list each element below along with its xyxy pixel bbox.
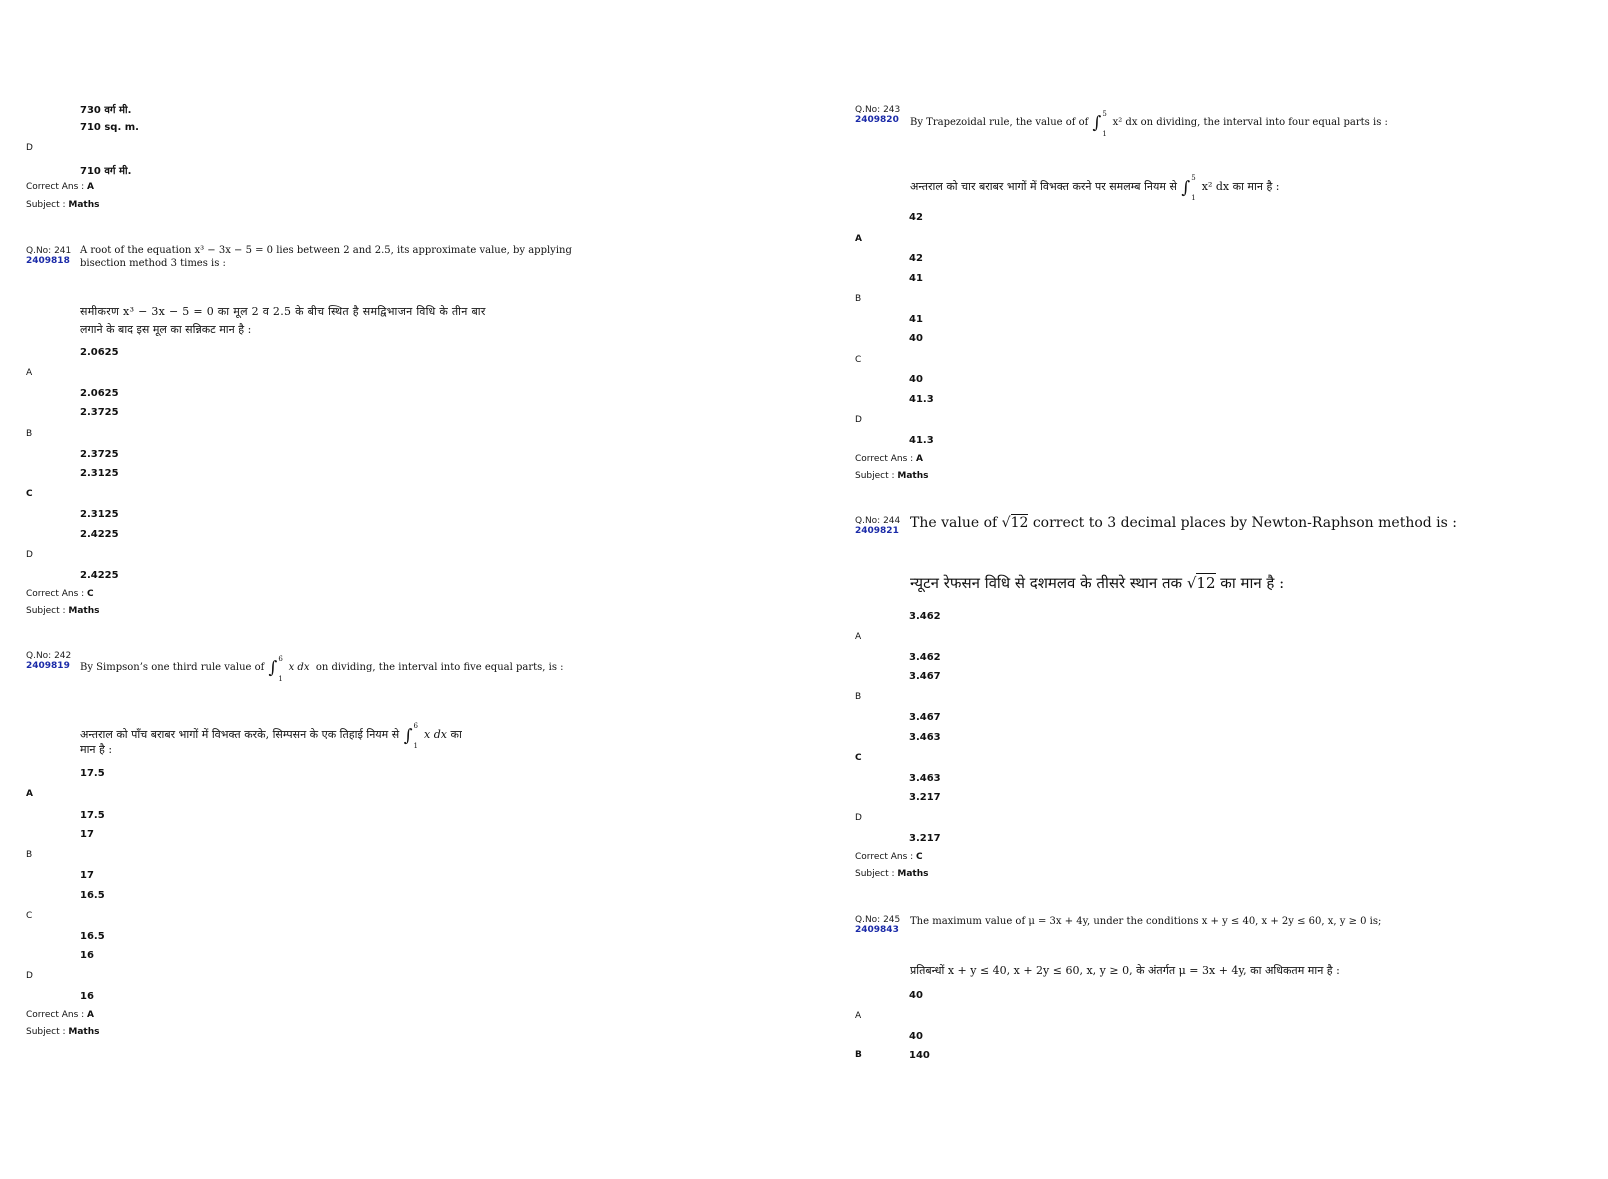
option-value: 3.217 — [909, 792, 941, 803]
option-value: 16 — [80, 950, 94, 961]
option-letter-correct: A — [26, 789, 33, 799]
option-value: 710 sq. m. — [80, 122, 139, 133]
option-value: 40 — [909, 990, 923, 1001]
option-value: 2.3125 — [80, 468, 119, 479]
question-id: 2409818 — [26, 256, 70, 266]
option-letter: B — [855, 294, 862, 304]
option-letter: B — [855, 692, 862, 702]
option-letter: C — [855, 355, 862, 365]
option-value: 3.463 — [909, 732, 941, 743]
integral-limits: 6 1 — [413, 722, 419, 750]
question-text-english: The value of √12 correct to 3 decimal places by Newton-Raphson method is : — [910, 515, 1458, 531]
correct-answer: Correct Ans : A — [26, 182, 94, 192]
sqrt-sign: √ — [1186, 574, 1197, 592]
question-number: Q.No: 244 — [855, 516, 901, 526]
question-id: 2409821 — [855, 526, 899, 536]
option-value: 16 — [80, 991, 94, 1002]
integral-sign: ∫ — [403, 726, 413, 746]
option-value: 730 वर्ग मी. — [80, 105, 132, 116]
option-value: 17 — [80, 829, 94, 840]
option-letter: B — [855, 1050, 862, 1060]
option-letter: D — [855, 415, 862, 425]
option-value: 3.467 — [909, 712, 941, 723]
integral-limits: 6 1 — [278, 654, 283, 683]
option-value: 2.0625 — [80, 347, 119, 358]
option-value: 16.5 — [80, 931, 105, 942]
option-value: 41.3 — [909, 435, 934, 446]
option-value: 42 — [909, 253, 923, 264]
option-value: 41.3 — [909, 394, 934, 405]
question-text-hindi: न्यूटन रेफसन विधि से दशमलव के तीसरे स्थान तक √12 का मान है : — [910, 574, 1285, 592]
option-value: 3.463 — [909, 773, 941, 784]
option-letter-correct: C — [855, 753, 862, 763]
question-text-english-line2: bisection method 3 times is : — [80, 258, 226, 269]
question-text-hindi: प्रतिबन्धों x + y ≤ 40, x + 2y ≤ 60, x, y ≥ 0, के अंतर्गत μ = 3x + 4y, का अधिकतम मान है : — [910, 964, 1340, 977]
option-letter: B — [26, 429, 33, 439]
option-value: 140 — [909, 1050, 930, 1061]
subject: Subject : Maths — [26, 606, 100, 616]
integral-limits: 5 1 — [1102, 109, 1107, 138]
option-letter: A — [26, 368, 33, 378]
question-text-hindi-line2: मान है : — [80, 743, 113, 756]
option-value: 40 — [909, 374, 923, 385]
option-value: 41 — [909, 314, 923, 325]
option-letter: D — [855, 813, 862, 823]
option-value: 710 वर्ग मी. — [80, 166, 132, 177]
option-value: 2.3725 — [80, 449, 119, 460]
option-letter: D — [26, 971, 33, 981]
option-value: 40 — [909, 333, 923, 344]
question-text-english: The maximum value of μ = 3x + 4y, under the conditions x + y ≤ 40, x + 2y ≤ 60, x, y ≥ 0 is; — [910, 916, 1382, 927]
option-value: 17.5 — [80, 810, 105, 821]
question-number: Q.No: 243 — [855, 105, 901, 115]
option-value: 2.3725 — [80, 407, 119, 418]
option-letter: D — [26, 143, 33, 153]
option-letter-correct: A — [855, 234, 862, 244]
option-value: 3.467 — [909, 671, 941, 682]
integral-limits: 5 1 — [1191, 174, 1196, 202]
integral-sign: ∫ — [1092, 113, 1102, 133]
option-value: 2.3125 — [80, 509, 119, 520]
correct-answer: Correct Ans : A — [855, 454, 923, 464]
question-id: 2409820 — [855, 115, 899, 125]
subject: Subject : Maths — [26, 200, 100, 210]
question-number: Q.No: 241 — [26, 246, 72, 256]
option-value: 17 — [80, 870, 94, 881]
question-text-english: A root of the equation x³ − 3x − 5 = 0 lies between 2 and 2.5, its approximate value, by applying — [80, 245, 572, 256]
option-letter: C — [26, 911, 33, 921]
question-number: Q.No: 245 — [855, 915, 901, 925]
option-letter: B — [26, 850, 33, 860]
question-text-hindi: समीकरण x³ − 3x − 5 = 0 का मूल 2 व 2.5 के बीच स्थित है समद्विभाजन विधि के तीन बार — [80, 305, 486, 318]
integral-sign: ∫ — [268, 658, 278, 678]
subject: Subject : Maths — [855, 471, 929, 481]
option-letter: D — [26, 550, 33, 560]
correct-answer: Correct Ans : C — [855, 852, 923, 862]
question-text-hindi-line2: लगाने के बाद इस मूल का सन्निकट मान है : — [80, 323, 252, 336]
option-value: 3.217 — [909, 833, 941, 844]
question-text-english: By Trapezoidal rule, the value of of ∫ 5 1 x² dx on dividing, the interval into four equal parts is : — [910, 109, 1388, 138]
option-value: 2.4225 — [80, 529, 119, 540]
question-text-hindi: अन्तराल को पाँच बराबर भागों में विभक्त करके, सिम्पसन के एक तिहाई नियम से ∫ 6 1 x dx का — [80, 722, 462, 750]
question-text-hindi: अन्तराल को चार बराबर भागों में विभक्त करने पर समलम्ब नियम से ∫ 5 1 x² dx का मान है : — [910, 174, 1280, 202]
subject: Subject : Maths — [26, 1027, 100, 1037]
option-value: 16.5 — [80, 890, 105, 901]
integral-sign: ∫ — [1181, 178, 1191, 198]
option-letter: A — [855, 632, 862, 642]
question-text-english: By Simpson’s one third rule value of ∫ 6 1 x dx on dividing, the interval into five equal parts, is : — [80, 654, 564, 683]
question-number: Q.No: 242 — [26, 651, 72, 661]
option-value: 2.4225 — [80, 570, 119, 581]
question-id: 2409843 — [855, 925, 899, 935]
correct-answer: Correct Ans : A — [26, 1010, 94, 1020]
subject: Subject : Maths — [855, 869, 929, 879]
option-value: 40 — [909, 1031, 923, 1042]
option-value: 3.462 — [909, 611, 941, 622]
option-value: 2.0625 — [80, 388, 119, 399]
option-value: 42 — [909, 212, 923, 223]
option-value: 3.462 — [909, 652, 941, 663]
correct-answer: Correct Ans : C — [26, 589, 94, 599]
question-id: 2409819 — [26, 661, 70, 671]
option-letter-correct: C — [26, 489, 33, 499]
option-value: 41 — [909, 273, 923, 284]
option-value: 17.5 — [80, 768, 105, 779]
option-letter: A — [855, 1011, 862, 1021]
sqrt-sign: √ — [1001, 515, 1011, 531]
